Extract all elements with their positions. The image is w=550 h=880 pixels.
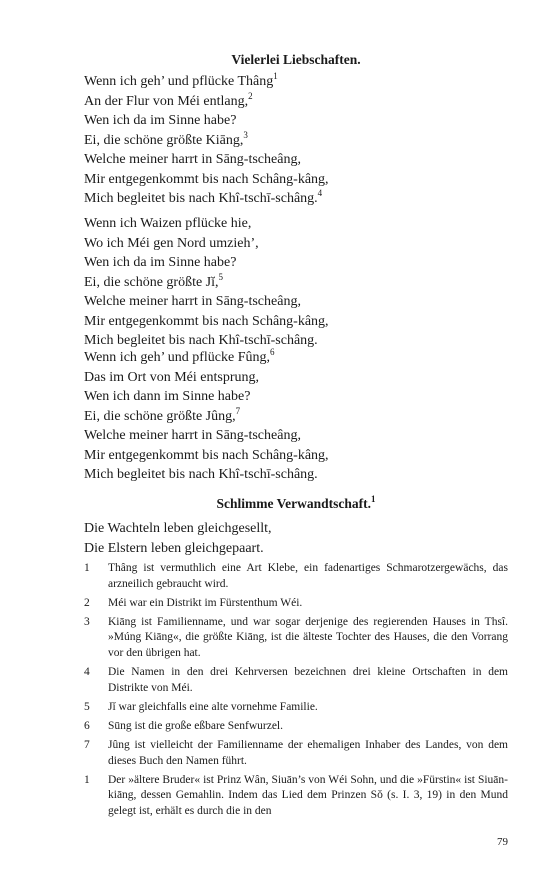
verse-line [84, 368, 514, 388]
verse-line [84, 273, 514, 293]
verse-line [84, 253, 514, 273]
verse-line [84, 407, 514, 427]
verse-line-text: Wenn ich geh’ und pflücke Thâng [84, 74, 274, 89]
footnote [84, 596, 508, 612]
footnote-text: Thâng ist vermuthlich eine Art Klebe, ein fadenartiges Schmarotzergewächs, das arzneilich gebraucht wird. [108, 562, 508, 590]
verse-line-text: An der Flur von Méi entlang, [84, 93, 249, 109]
footnote [84, 719, 508, 735]
footnote-text: Der »ältere Bruder« ist Prinz Wân, Siuān’s von Wéi Sohn, und die »Fürstin« ist Siuān-kiāng, dessen Gemahlin. Indem das Lied dem Prinzen Sŏ (s. I. 3, 19) in den Mund gelegt ist, erhält es durch die in den [108, 773, 508, 817]
footnote-number: 2 [84, 596, 90, 609]
footnote-marker: 3 [243, 129, 248, 140]
verse-line-text: Welche meiner harrt in Sāng-tscheâng, [84, 428, 301, 443]
verse-line [84, 348, 514, 368]
footnote-number: 1 [84, 562, 90, 574]
verse-line-text: Mir entgegenkommt bis nach Schâng-kâng, [84, 313, 329, 329]
poem-title-text: Schlimme Verwandtschaft. [216, 496, 371, 511]
verse-line [84, 387, 514, 407]
verse-line-text: Mich begleitet bis nach Khî-tschī-schâng. [84, 467, 318, 482]
footnote [84, 700, 508, 716]
verse-line-text: Wen ich da im Sinne habe? [84, 113, 237, 128]
verse-line [84, 292, 514, 312]
verse-line-text: Mir entgegenkommt bis nach Schâng-kâng, [84, 171, 329, 187]
poem-title-text: Vielerlei Liebschaften. [231, 52, 361, 67]
footnote-marker: 4 [317, 188, 323, 198]
footnote-text: Jûng ist vielleicht der Familienname der ehemaligen Inhaber des Landes, von dem dieses Buch den Namen führt. [108, 738, 508, 767]
verse-line-text: Das im Ort von Méi entsprung, [84, 369, 259, 385]
footnote-marker: 7 [235, 405, 241, 416]
verse-line [84, 465, 514, 485]
footnote [84, 615, 508, 662]
footnote [84, 665, 508, 696]
footnote-marker: 2 [248, 90, 253, 101]
footnote [84, 738, 508, 769]
verse-line [84, 131, 514, 151]
verse-line-text: Mich begleitet bis nach Khî-tschī-schâng. [84, 333, 318, 348]
verse-line-text: Die Wachteln leben gleichgesellt, [84, 521, 272, 536]
footnote-number: 7 [84, 738, 90, 751]
footnote-text: Jĭ war gleichfalls eine alte vornehme Familie. [108, 700, 318, 713]
verse-line-text: Wen ich dann im Sinne habe? [84, 389, 251, 404]
verse-line [84, 519, 514, 539]
footnote-text: Die Namen in den drei Kehrversen bezeichnen drei kleine Ortschaften in dem Distrikte von Méi. [108, 666, 508, 694]
verse-line-text: Wenn ich geh’ und pflücke Fûng, [84, 350, 271, 365]
footnote-marker: 5 [218, 271, 224, 282]
footnote-number: 6 [84, 719, 90, 732]
verse-line [84, 150, 514, 170]
stanza [84, 214, 514, 351]
stanza [84, 348, 514, 485]
verse-line-text: Ei, die schöne größte Jĭ, [84, 274, 219, 290]
verse-line [84, 539, 514, 559]
footnotes [84, 561, 508, 823]
footnote-marker: 1 [371, 494, 376, 504]
poem-title-1 [82, 52, 510, 68]
footnote [84, 561, 508, 592]
verse-line [84, 446, 514, 466]
verse-line-text: Ei, die schöne größte Kiāng, [84, 132, 244, 148]
verse-line [84, 111, 514, 131]
footnote-text: Méi war ein Distrikt im Fürstenthum Wéi. [108, 596, 303, 609]
footnote-number: 4 [84, 666, 90, 679]
verse-line-text: Wenn ich Waizen pflücke hie, [84, 216, 252, 231]
verse-line [84, 234, 514, 254]
footnote-number: 1 [84, 773, 90, 786]
poem-title-2 [82, 496, 510, 512]
stanza [84, 519, 514, 558]
stanza [84, 72, 514, 209]
verse-line-text: Mich begleitet bis nach Khî-tschī-schâng. [84, 191, 318, 206]
verse-line-text: Wo ich Méi gen Nord umzieh’, [84, 235, 259, 251]
verse-line [84, 312, 514, 332]
footnote-number: 3 [84, 615, 90, 628]
verse-line-text: Welche meiner harrt in Sāng-tscheâng, [84, 152, 301, 167]
verse-line-text: Ei, die schöne größte Jûng, [84, 408, 236, 424]
footnote-marker: 6 [270, 347, 275, 357]
footnote-marker: 1 [273, 71, 278, 81]
verse-line [84, 92, 514, 112]
verse-line-text: Mir entgegenkommt bis nach Schâng-kâng, [84, 447, 329, 463]
page-number: 79 [497, 836, 508, 848]
footnote-text: Sūng ist die große eßbare Senfwurzel. [108, 719, 284, 732]
footnote-number: 5 [84, 700, 90, 713]
verse-line-text: Die Elstern leben gleichgepaart. [84, 540, 264, 556]
verse-line-text: Welche meiner harrt in Sāng-tscheâng, [84, 294, 301, 309]
footnote-text: Kiāng ist Familienname, und war sogar derjenige des regierenden Hauses in Thsî. »Múng Kiāng«, die größte Kiāng, ist die älteste Tochter des Hauses, die den Vorrang vor den übrigen hat. [108, 615, 508, 659]
verse-line [84, 170, 514, 190]
verse-line-text: Wen ich da im Sinne habe? [84, 255, 237, 270]
verse-line [84, 189, 514, 209]
verse-line [84, 214, 514, 234]
verse-line [84, 72, 514, 92]
verse-line [84, 426, 514, 446]
footnote [84, 773, 508, 820]
